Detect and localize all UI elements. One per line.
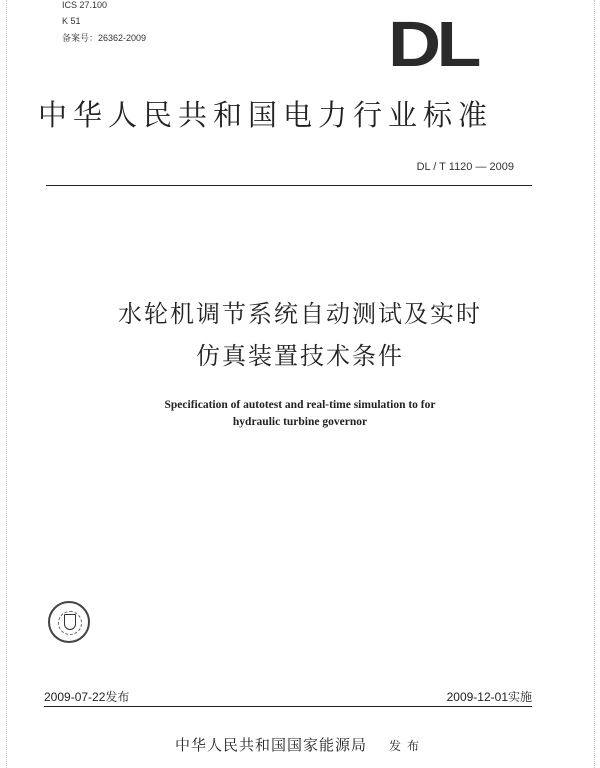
standard-number: DL / T 1120 — 2009 [416,161,514,173]
scan-edge-left [6,0,8,768]
en-title-line2: hydraulic turbine governor [232,416,368,428]
ics-code: ICS 27.100 [62,0,108,10]
dl-logo: DL [388,8,477,80]
scan-edge-right [594,0,596,768]
en-title-line1: Specification of autotest and real-time simulation to for [164,399,436,411]
footer-rule [44,706,532,707]
effective-date: 2009-12-01实施 [446,690,532,704]
seal-shield-icon [64,614,76,630]
publish-label: 发布 [389,739,426,753]
cn-title-line2: 仿真装置技术条件 [196,342,404,370]
certification-seal-icon [48,601,90,643]
ccs-code: K 51 [62,16,81,26]
issuer-name: 中华人民共和国国家能源局 [174,736,367,754]
header-rule [46,185,532,186]
industry-standard-title: 中华人民共和国电力行业标准 [38,98,494,132]
issuer-line [0,734,600,755]
publish-date: 2009-07-22发布 [44,690,130,704]
cn-title-line1: 水轮机调节系统自动测试及实时 [118,300,482,328]
record-number: 备案号：26362-2009 [62,33,147,43]
